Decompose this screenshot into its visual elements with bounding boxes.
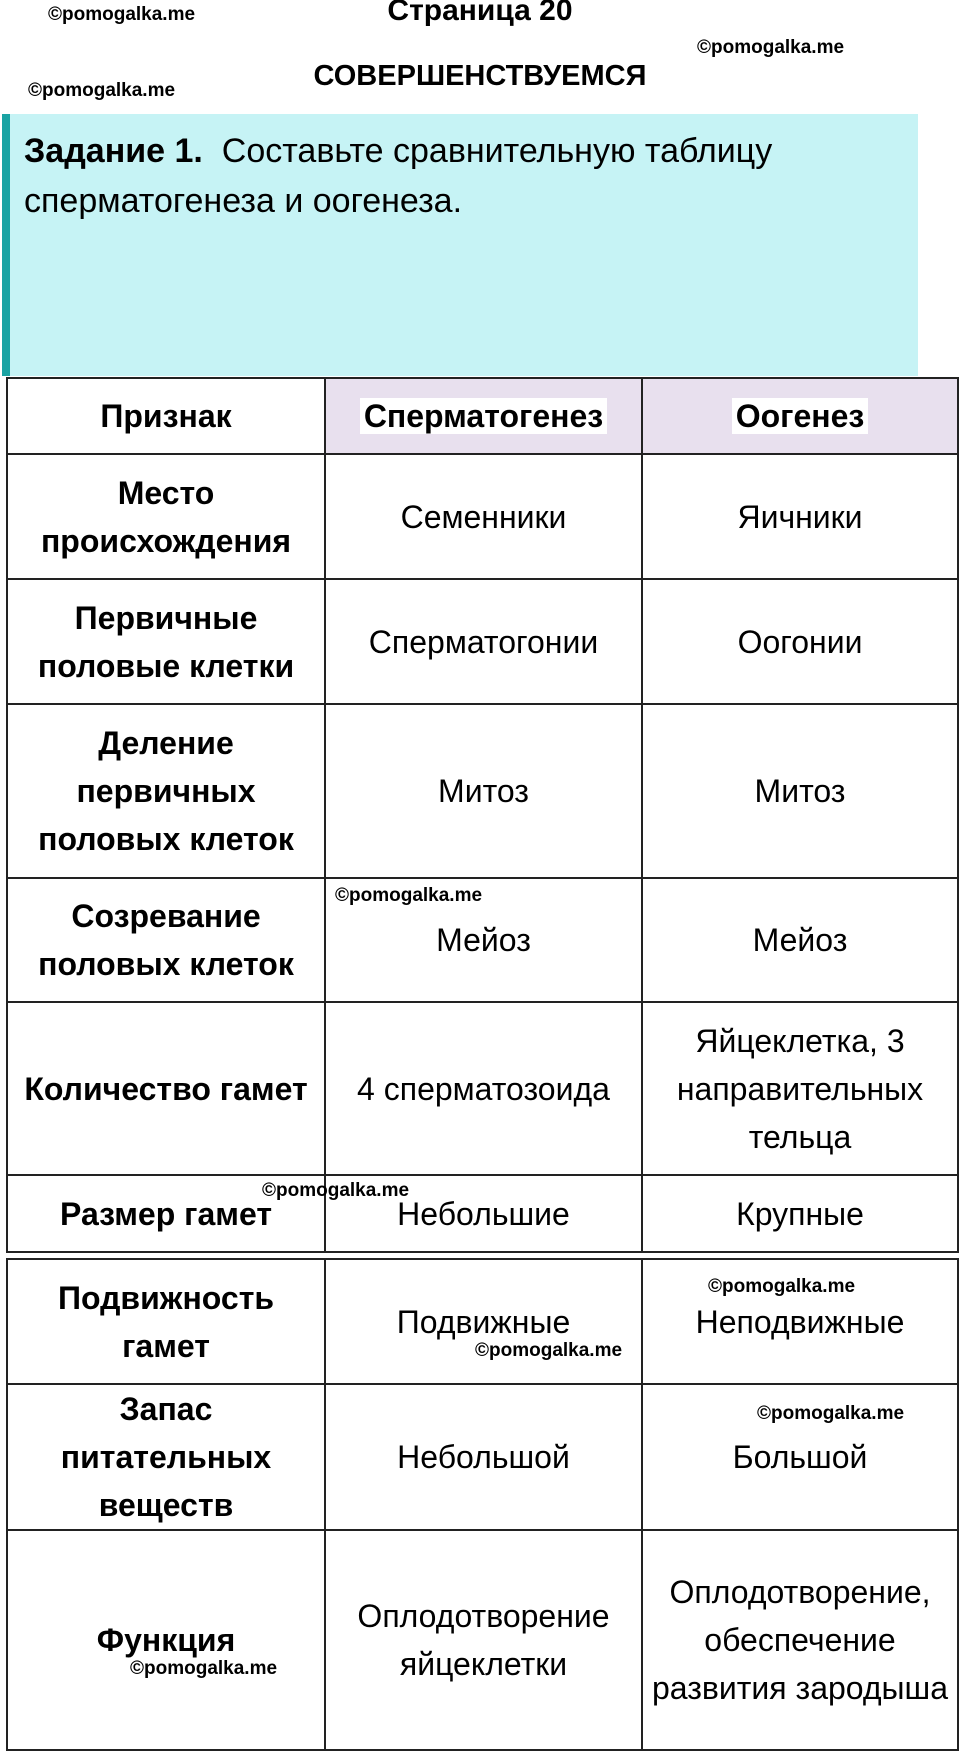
feature-cell: Функция xyxy=(7,1530,325,1750)
header-spermatogenesis xyxy=(325,378,642,454)
task-box xyxy=(2,114,918,376)
watermark: ©pomogalka.me xyxy=(28,80,176,101)
watermark: ©pomogalka.me xyxy=(335,885,483,906)
section-title: СОВЕРШЕНСТВУЕМСЯ xyxy=(313,60,647,92)
table-header-row xyxy=(7,378,958,454)
feature-cell: Первичные половые клетки xyxy=(7,579,325,704)
header-spermatogenesis-label: Сперматогенез xyxy=(360,398,607,434)
oogenesis-cell: Оплодотворение, обеспечение развития зародыша xyxy=(642,1530,958,1750)
comparison-table xyxy=(6,377,959,1253)
task-description: Составьте сравнительную таблицу сперматогенеза и оогенеза. xyxy=(24,132,773,220)
feature-cell: Деление первичных половых клеток xyxy=(7,704,325,878)
oogenesis-cell: Яичники xyxy=(642,454,958,579)
task-label: Задание 1. xyxy=(24,132,203,170)
watermark: ©pomogalka.me xyxy=(697,37,845,58)
feature-cell: Созревание половых клеток xyxy=(7,878,325,1002)
oogenesis-cell: Оогонии xyxy=(642,579,958,704)
header-oogenesis xyxy=(642,378,958,454)
table-row xyxy=(7,1002,958,1175)
watermark: ©pomogalka.me xyxy=(48,4,196,25)
spermatogenesis-cell: 4 сперматозоида xyxy=(325,1002,642,1175)
table-row xyxy=(7,1530,958,1750)
feature-cell: Запас питательных веществ xyxy=(7,1384,325,1530)
table-row xyxy=(7,704,958,878)
spermatogenesis-cell: Оплодотворение яйцеклетки xyxy=(325,1530,642,1750)
feature-cell: Количество гамет xyxy=(7,1002,325,1175)
table-row xyxy=(7,1175,958,1252)
oogenesis-cell: Митоз xyxy=(642,704,958,878)
spermatogenesis-cell: Подвижные xyxy=(325,1259,642,1384)
watermark: ©pomogalka.me xyxy=(708,1276,856,1297)
header-oogenesis-label: Оогенез xyxy=(732,398,869,434)
spermatogenesis-cell: Мейоз xyxy=(325,878,642,1002)
watermark: ©pomogalka.me xyxy=(475,1340,623,1361)
watermark: ©pomogalka.me xyxy=(757,1403,905,1424)
spermatogenesis-cell: Сперматогонии xyxy=(325,579,642,704)
table-row xyxy=(7,454,958,579)
spermatogenesis-cell: Небольшой xyxy=(325,1384,642,1530)
table-row xyxy=(7,579,958,704)
spermatogenesis-cell: Небольшие xyxy=(325,1175,642,1252)
spermatogenesis-cell: Семенники xyxy=(325,454,642,579)
page-title: Страница 20 xyxy=(387,0,573,27)
feature-cell: Место происхождения xyxy=(7,454,325,579)
watermark: ©pomogalka.me xyxy=(130,1658,278,1679)
feature-cell: Подвижность гамет xyxy=(7,1259,325,1384)
oogenesis-cell: Большой xyxy=(642,1384,958,1530)
oogenesis-cell: Яйцеклетка, 3 направительных тельца xyxy=(642,1002,958,1175)
table-row xyxy=(7,878,958,1002)
task-text xyxy=(24,126,904,226)
header-feature: Признак xyxy=(7,378,325,454)
spermatogenesis-cell: Митоз xyxy=(325,704,642,878)
oogenesis-cell: Крупные xyxy=(642,1175,958,1252)
oogenesis-cell: Неподвижные xyxy=(642,1259,958,1384)
oogenesis-cell: Мейоз xyxy=(642,878,958,1002)
feature-cell: Размер гамет xyxy=(7,1175,325,1252)
watermark: ©pomogalka.me xyxy=(262,1180,410,1201)
